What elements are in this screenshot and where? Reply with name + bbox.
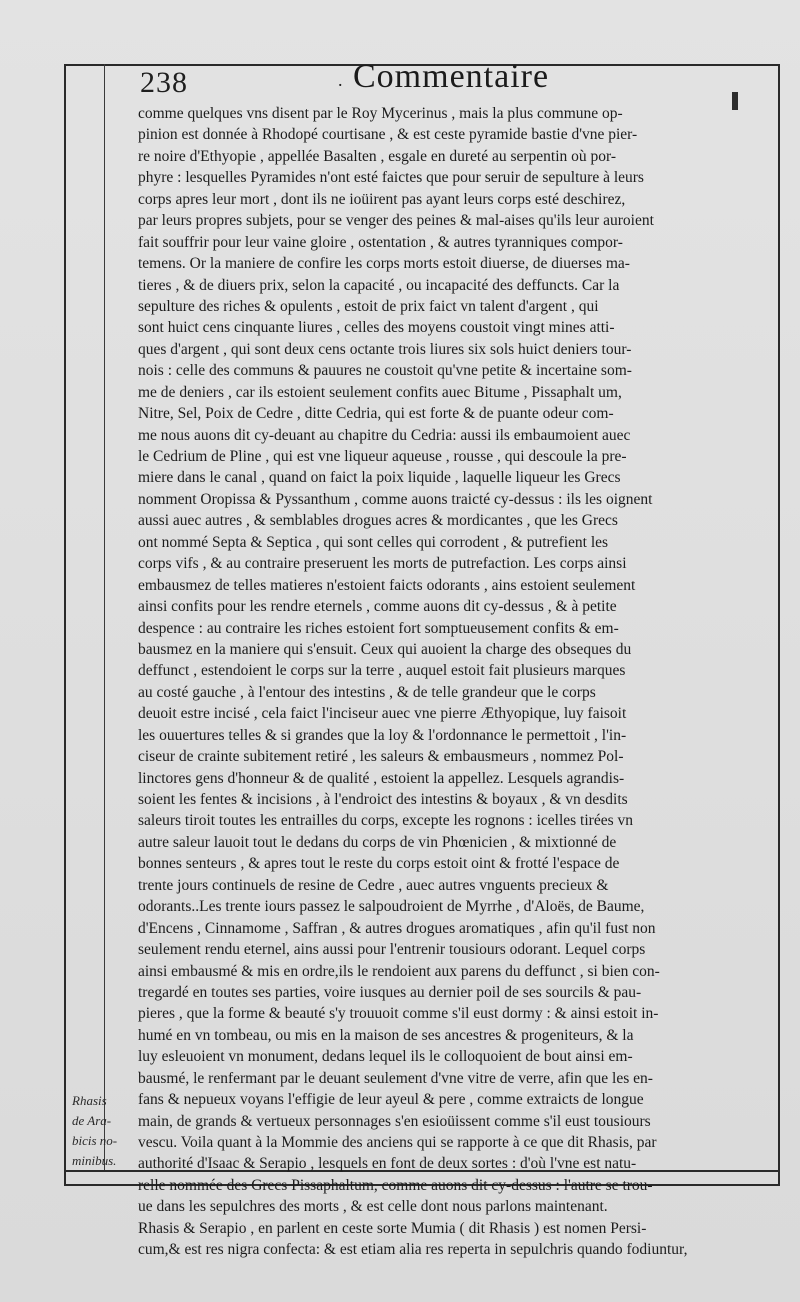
text-line: odorants..Les trente iours passez le salpoudroient de Myrrhe , d'Aloës, de Baume, — [138, 898, 645, 916]
text-line: main, de grands & vertueux personnages s'en esioüissent comme s'il eust tousiours — [138, 1112, 651, 1130]
text-line: tieres , & de diuers prix, selon la capacité , ou incapacité des deffuncts. Car la — [138, 276, 620, 294]
margin-rule — [104, 64, 105, 1172]
text-line: sepulture des riches & opulents , estoit de prix faict vn talent d'argent , qui — [138, 297, 599, 315]
text-line: corps apres leur mort , dont ils ne ioüirent pas ayant leurs corps esté deschirez, — [138, 190, 626, 208]
text-line: phyre : lesquelles Pyramides n'ont esté faictes que pour seruir de sepulture à leurs — [138, 169, 644, 187]
text-line: les ouuertures telles & si grandes que la loy & l'ordonnance le permettoit , l'in- — [138, 726, 627, 744]
text-line: bonnes senteurs , & apres tout le reste du corps estoit oint & frotté l'espace de — [138, 855, 620, 873]
body-text — [138, 103, 738, 1261]
text-line: embausmez de telles matieres n'estoient faicts odorants , ains estoient seulement — [138, 576, 636, 594]
text-line: deuoit estre incisé , cela faict l'inciseur auec vne pierre Æthyopique, luy faisoit — [138, 705, 627, 723]
text-line: Rhasis & Serapio , en parlent en ceste sorte Mumia ( dit Rhasis ) est nomen Persi- — [138, 1219, 647, 1237]
text-line: ciseur de crainte subitement retiré , les saleurs & embausmeurs , nommez Pol- — [138, 748, 624, 766]
margin-note-line: de Ara- — [72, 1113, 112, 1128]
text-line: relle nommée des Grecs Pissaphaltum, comme auons dit cy-dessus : l'autre se trou- — [138, 1176, 653, 1194]
text-line: soient les fentes & incisions , à l'endroict des intestins & boyaux , & vn desdits — [138, 791, 628, 808]
text-line: Nitre, Sel, Poix de Cedre , ditte Cedria, qui est forte & de puante odeur com- — [138, 405, 614, 423]
text-line: d'Encens , Cinnamome , Saffran , & autres drogues aromatiques , afin qu'il fust non — [138, 919, 656, 937]
text-line: fans & nepueux voyans l'effigie de leur ayeul & pere , comme extraicts de longue — [138, 1091, 644, 1109]
page-number: 238 — [140, 66, 188, 99]
margin-note-line: minibus. — [72, 1153, 117, 1168]
text-line: ques d'argent , qui sont deux cens octante trois liures six sols huict deniers tour- — [138, 340, 632, 358]
text-line: autre saleur lauoit tout le dedans du corps de vin Phœnicien , & mixtionné de — [138, 833, 617, 851]
text-line: pieres , que la forme & beauté s'y trouuoit comme s'il eust dormy : & ainsi estoit in- — [138, 1005, 659, 1023]
text-line: au costé gauche , à l'entour des intestins , & de telle grandeur que le corps — [138, 683, 596, 701]
text-line: tregardé en toutes ses parties, voire iusques au dernier poil de ses sourcils & pau- — [138, 983, 642, 1001]
text-line: deffunct , estendoient le corps sur la terre , auquel estoit fait plusieurs marques — [138, 662, 626, 680]
text-line: comme quelques vns disent par le Roy Mycerinus , mais la plus commune op- — [138, 105, 623, 122]
running-title: Commentaire — [353, 58, 550, 95]
text-line: despence : au contraire les riches estoient fort somptueusement confits & em- — [138, 619, 619, 637]
text-line: saleurs tiroit toutes les entrailles du corps, excepte les rognons : icelles tirées vn — [138, 812, 634, 830]
text-line: sont huict cens cinquante liures , celles des moyens coustoit vingt mines atti- — [138, 319, 615, 337]
page-header — [108, 58, 768, 100]
text-line: nomment Oropissa & Pyssanthum , comme auons traicté cy-dessus : ils les oignent — [138, 490, 653, 508]
text-line: ainsi embausmé & mis en ordre,ils le rendoient aux parens du deffunct , si bien con- — [138, 962, 660, 980]
text-line: fait souffrir pour leur vaine gloire , ostentation , & autres tyranniques compor- — [138, 233, 623, 251]
margin-note — [72, 1091, 132, 1171]
text-line: trente jours continuels de resine de Cedre , auec autres vnguents precieux & — [138, 876, 609, 894]
text-line: ainsi confits pour les rendre eternels , comme auons dit cy-dessus , & à petite — [138, 598, 617, 616]
text-line: cum,& est res nigra confecta: & est etiam alia res reperta in sepulchris quando fodiuntur, — [138, 1241, 688, 1259]
text-line: me de deniers , car ils estoient seulement confits auec Bitume , Pissaphalt um, — [138, 383, 622, 401]
text-line: re noire d'Ethyopie , appellée Basalten , esgale en dureté au serpentin où por- — [138, 147, 617, 165]
text-line: ue dans les sepulchres des morts , & est celle dont nous parlons maintenant. — [138, 1198, 608, 1216]
margin-note-line: bicis no- — [72, 1133, 118, 1148]
text-line: me nous auons dit cy-deuant au chapitre du Cedria: aussi ils embaumoient auec — [138, 426, 631, 444]
text-line: bausmé, le renfermant par le deuant seulement d'vne vitre de verre, afin que les en- — [138, 1069, 653, 1087]
margin-note-line: Rhasis — [72, 1093, 107, 1108]
text-line: vescu. Voila quant à la Mommie des anciens qui se rapporte à ce que dit Rhasis, par — [138, 1134, 657, 1151]
text-line: temens. Or la maniere de confire les corps morts estoit diuerse, de diuerses ma- — [138, 255, 630, 273]
text-line: pinion est donnée à Rhodopé courtisane , & est ceste pyramide bastie d'vne pier- — [138, 126, 638, 144]
text-line: aussi auec autres , & semblables drogues acres & mordicantes , que les Grecs — [138, 512, 618, 530]
header-dot: . — [338, 70, 343, 90]
text-line: humé en vn tombeau, ou mis en la maison de ses ancestres & progeniteurs, & la — [138, 1026, 634, 1044]
text-line: le Cedrium de Pline , qui est vne liqueur aqueuse , rousse , qui descoule la pre- — [138, 448, 627, 465]
text-line: miere dans le canal , quand on faict la poix liquide , laquelle liqueur les Grecs — [138, 469, 621, 487]
text-line: seulement rendu eternel, ains aussi pour l'entrenir tousiours odorant. Lequel corps — [138, 941, 646, 959]
text-line: luy esleuoient vn monument, dedans lequel ils le colloquoient de bout ainsi em- — [138, 1048, 633, 1066]
text-line: linctores gens d'honneur & de qualité , estoient la appellez. Lesquels agrandis- — [138, 769, 625, 787]
text-line: bausmez en la maniere qui s'ensuit. Ceux qui auoient la charge des obseques du — [138, 640, 632, 658]
text-line: corps vifs , & au contraire preseruent les morts de putrefaction. Les corps ainsi — [138, 555, 627, 573]
text-line: par leurs propres subjets, pour se venger des peines & mal-aises qu'ils leur auroient — [138, 212, 654, 230]
text-line: authorité d'Isaac & Serapio , lesquels en font de deux sortes : d'où l'vne est natu- — [138, 1155, 637, 1173]
text-line: nois : celle des communs & pauures ne coustoit qu'vne petite & incertaine som- — [138, 362, 632, 380]
text-line: ont nommé Septa & Septica , qui sont celles qui corrodent , & putrefient les — [138, 533, 609, 551]
